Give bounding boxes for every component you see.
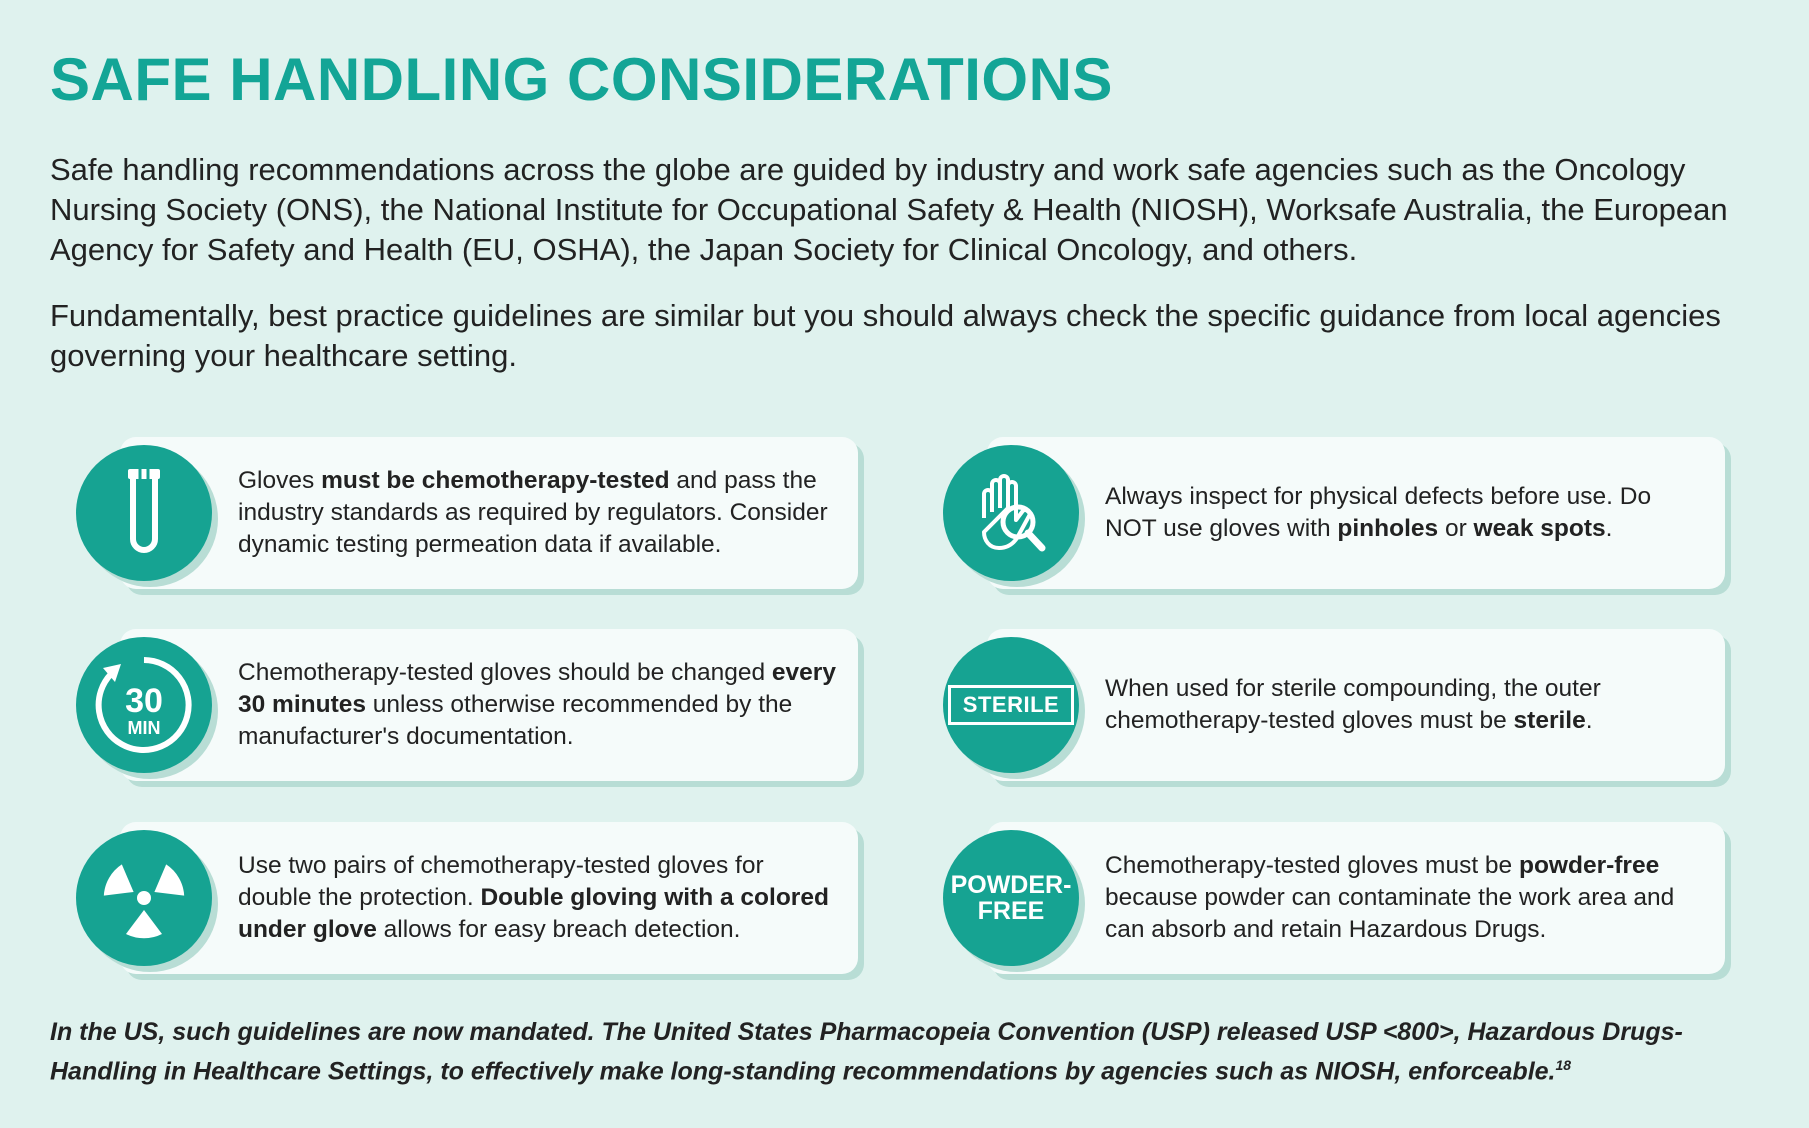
card-text: Always inspect for physical defects before use. Do NOT use gloves with pinholes or weak spots. xyxy=(1105,483,1652,542)
powder-free-icon xyxy=(943,830,1079,966)
card-text: Chemotherapy-tested gloves must be powder-free because powder can contaminate the work area and can absorb and retain Hazardous Drugs. xyxy=(1105,852,1675,943)
card-text: Use two pairs of chemotherapy-tested gloves for double the protection. Double gloving with a colored under glove allows for easy breach detection. xyxy=(238,852,829,943)
card-inspect xyxy=(917,437,1725,589)
svg-text:MIN: MIN xyxy=(127,718,161,738)
card-powder-free xyxy=(917,822,1725,974)
card-change-gloves xyxy=(50,629,858,781)
page-title: SAFE HANDLING CONSIDERATIONS xyxy=(50,46,1113,113)
card-chemo-tested xyxy=(50,437,858,589)
footnote-ref: 18 xyxy=(1555,1057,1572,1073)
powder-free-label-line1: POWDER- xyxy=(950,871,1072,899)
card-sterile xyxy=(917,629,1725,781)
card-text: Gloves must be chemotherapy-tested and pass the industry standards as required by regulators. Consider dynamic testing permeation data if available. xyxy=(238,467,828,558)
intro-paragraph-2: Fundamentally, best practice guidelines are similar but you should always check the specific guidance from local agencies governing your healthcare setting. xyxy=(50,298,1721,373)
footer-note: In the US, such guidelines are now mandated. The United States Pharmacopeia Convention (USP) released USP <800>, Hazardous Drugs-Handling in Healthcare Settings, to effectively make long-standing recommendations by agencies such as NIOSH, enforceable.$^{18}$ xyxy=(50,1018,1683,1086)
hazard-icon xyxy=(76,830,212,966)
card-text: When used for sterile compounding, the outer chemotherapy-tested gloves must be sterile. xyxy=(1105,675,1601,734)
card-text: Chemotherapy-tested gloves should be changed every 30 minutes unless otherwise recommended by the manufacturer's documentation. xyxy=(238,659,836,750)
card-double-gloving xyxy=(50,822,858,974)
intro-paragraph-1: Safe handling recommendations across the globe are guided by industry and work safe agencies such as the Oncology Nursing Society (ONS), the National Institute for Occupational Safety & Health (NIOSH), Worksafe Australia, the European Agency for Safety and Health (EU, OSHA), the Japan Society for Clinical Oncology, and others. xyxy=(50,152,1728,267)
timer-icon xyxy=(76,637,212,773)
glove-magnifier-icon xyxy=(943,445,1079,581)
test-tube-icon xyxy=(76,445,212,581)
sterile-icon xyxy=(943,637,1079,773)
svg-text:30: 30 xyxy=(125,682,163,720)
sterile-label: STERILE xyxy=(948,685,1074,725)
powder-free-label-line2: FREE xyxy=(977,897,1045,925)
